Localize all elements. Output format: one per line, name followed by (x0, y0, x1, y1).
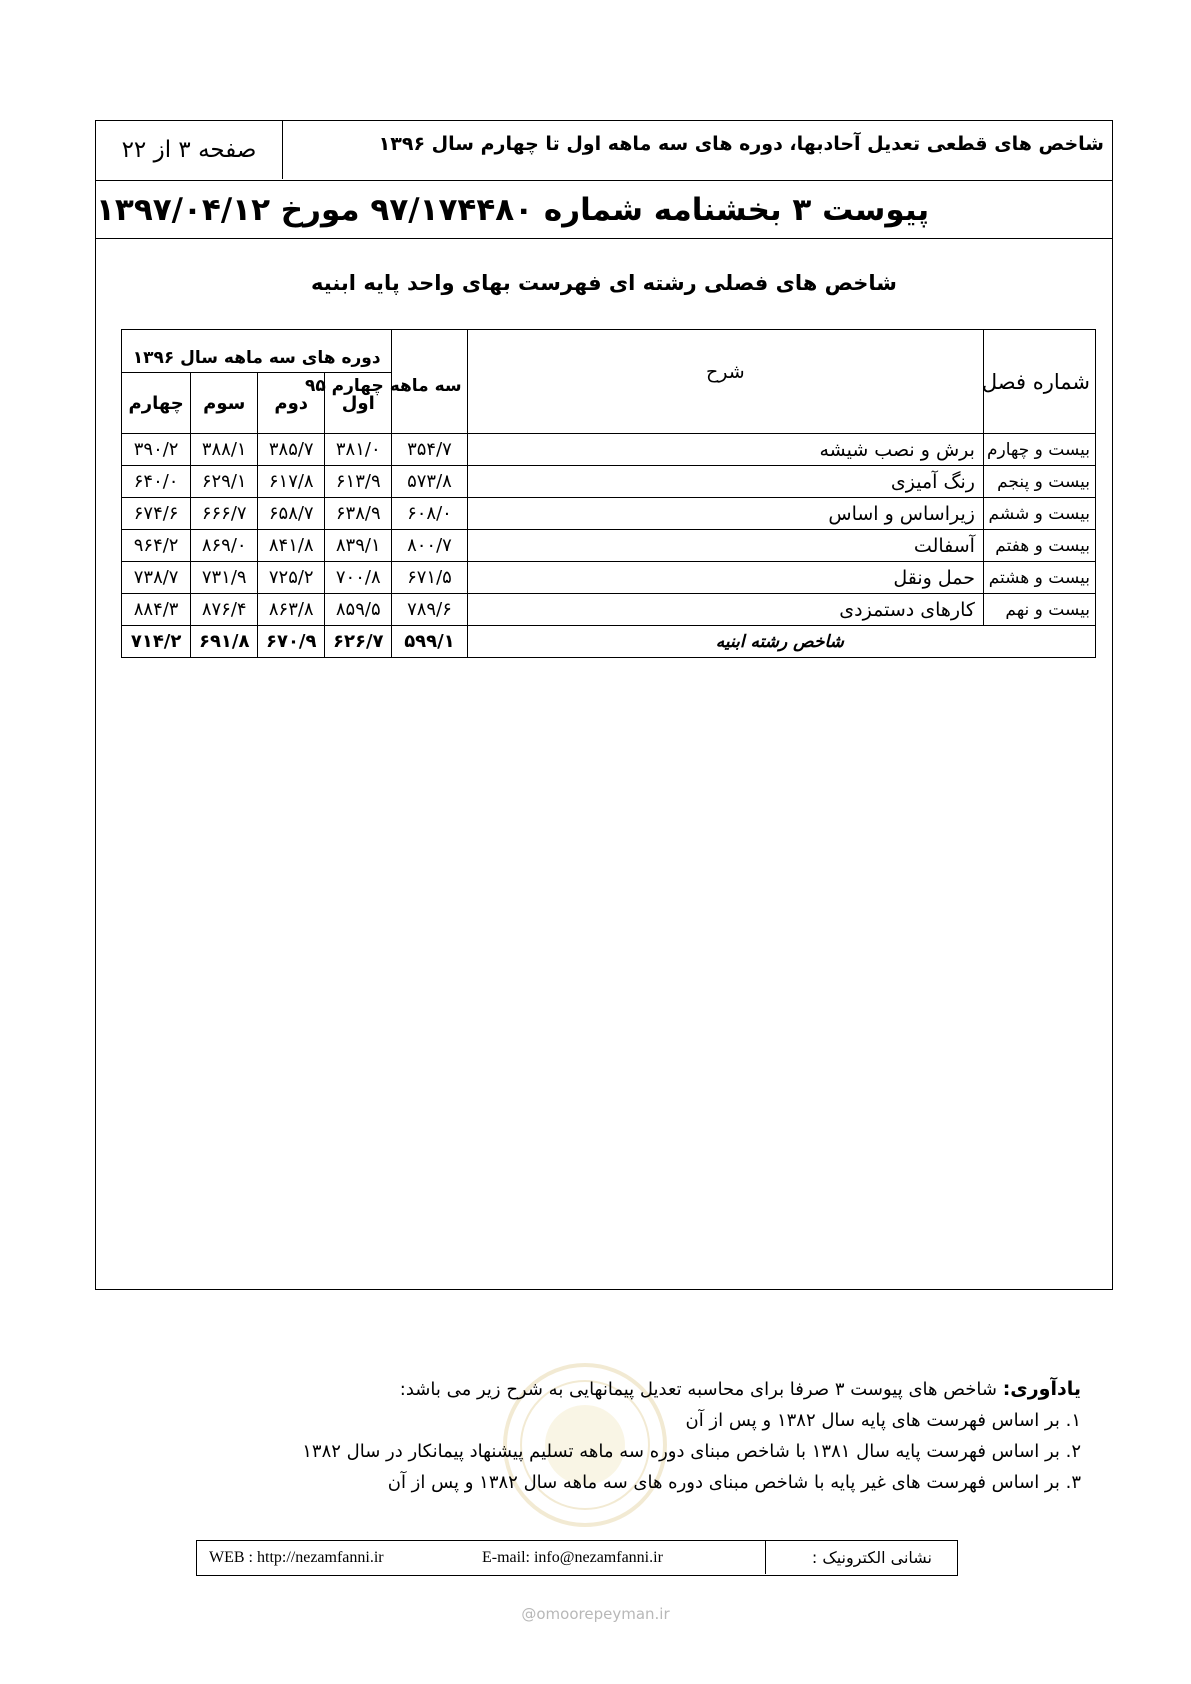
period-value-cell: ۶۶۶/۷ (191, 498, 258, 530)
total-q4-95-cell: ۵۹۹/۱ (392, 626, 467, 658)
header-chapter: شماره فصل (983, 330, 1095, 434)
chapter-cell: بیست و نهم (983, 594, 1095, 626)
table-row (122, 530, 1096, 562)
period-value-cell: ۸۳۹/۱ (325, 530, 392, 562)
header-row (96, 121, 1112, 181)
chapter-cell: بیست و هفتم (983, 530, 1095, 562)
period-value-cell: ۸۷۶/۴ (191, 594, 258, 626)
document-subtitle: پیوست ۳ بخشنامه شماره ۹۷/۱۷۴۴۸۰ مورخ ۱۳۹۷/۰۴/۱۲ (96, 181, 1112, 239)
note-item: ۲. بر اساس فهرست پایه سال ۱۳۸۱ با شاخص مبنای دوره سه ماهه تسلیم پیشنهاد پیمانکار در سال ۱۳۸۲ (302, 1441, 1081, 1462)
q4-95-cell: ۵۷۳/۸ (392, 466, 467, 498)
notes-lead: یادآوری: (1002, 1378, 1081, 1400)
header-description: شرح (467, 330, 983, 434)
chapter-cell: بیست و ششم (983, 498, 1095, 530)
period-value-cell: ۳۸۵/۷ (258, 434, 325, 466)
note-item: ۱. بر اساس فهرست های پایه سال ۱۳۸۲ و پس از آن (685, 1410, 1081, 1431)
q4-95-cell: ۳۵۴/۷ (392, 434, 467, 466)
period-value-cell: ۹۶۴/۲ (122, 530, 191, 562)
period-value-cell: ۷۳۱/۹ (191, 562, 258, 594)
period-value-cell: ۶۴۰/۰ (122, 466, 191, 498)
website-link[interactable]: WEB : http://nezamfanni.ir (209, 1549, 384, 1566)
period-value-cell: ۸۵۹/۵ (325, 594, 392, 626)
document-title: شاخص های قطعی تعدیل آحادبها، دوره های سه ماهه اول تا چهارم سال ۱۳۹۶ (378, 133, 1104, 155)
period-value-cell: ۷۰۰/۸ (325, 562, 392, 594)
description-cell: کارهای دستمزدی (467, 594, 983, 626)
period-value-cell: ۸۶۳/۸ (258, 594, 325, 626)
q4-95-cell: ۶۷۱/۵ (392, 562, 467, 594)
index-table (121, 329, 1096, 658)
description-cell: آسفالت (467, 530, 983, 562)
table-row (122, 498, 1096, 530)
notes-intro (301, 1374, 1081, 1405)
description-cell: زیراساس و اساس (467, 498, 983, 530)
contact-box (196, 1540, 958, 1576)
period-value-cell: ۶۷۴/۶ (122, 498, 191, 530)
header-period-group: دوره های سه ماهه سال ۱۳۹۶ (122, 330, 392, 373)
table-row (122, 594, 1096, 626)
header-period-3: سوم (191, 373, 258, 434)
period-value-cell: ۳۹۰/۲ (122, 434, 191, 466)
total-value-cell: ۶۲۶/۷ (325, 626, 392, 658)
total-value-cell: ۷۱۴/۲ (122, 626, 191, 658)
header-q4-95: سه ماهه چهارم ۹۵ (392, 330, 467, 434)
total-row (122, 626, 1096, 658)
period-value-cell: ۳۸۸/۱ (191, 434, 258, 466)
q4-95-cell: ۶۰۸/۰ (392, 498, 467, 530)
q4-95-cell: ۷۸۹/۶ (392, 594, 467, 626)
period-value-cell: ۸۴۱/۸ (258, 530, 325, 562)
total-description-cell: شاخص رشته ابنیه (467, 626, 1095, 658)
description-cell: رنگ آمیزی (467, 466, 983, 498)
page-number: صفحه ۳ از ۲۲ (96, 121, 283, 179)
total-value-cell: ۶۹۱/۸ (191, 626, 258, 658)
q4-95-cell: ۸۰۰/۷ (392, 530, 467, 562)
section-title: شاخص های فصلی رشته ای فهرست بهای واحد پایه ابنیه (311, 271, 897, 295)
period-value-cell: ۷۲۵/۲ (258, 562, 325, 594)
description-cell: برش و نصب شیشه (467, 434, 983, 466)
table-row (122, 466, 1096, 498)
table-row (122, 562, 1096, 594)
footer-handle: @omoorepeyman.ir (521, 1605, 670, 1623)
notes-block (301, 1374, 1081, 1498)
table-row (122, 434, 1096, 466)
chapter-cell: بیست و چهارم (983, 434, 1095, 466)
contact-label: نشانی الکترونیک : (765, 1541, 957, 1574)
chapter-cell: بیست و هشتم (983, 562, 1095, 594)
email-link[interactable]: E-mail: info@nezamfanni.ir (482, 1549, 663, 1566)
notes-intro-text: شاخص های پیوست ۳ صرفا برای محاسبه تعدیل پیمانهایی به شرح زیر می باشد: (399, 1379, 1003, 1400)
period-value-cell: ۶۱۳/۹ (325, 466, 392, 498)
header-period-4: چهارم (122, 373, 191, 434)
period-value-cell: ۶۵۸/۷ (258, 498, 325, 530)
period-value-cell: ۶۲۹/۱ (191, 466, 258, 498)
header-period-1: اول (325, 373, 392, 434)
period-value-cell: ۳۸۱/۰ (325, 434, 392, 466)
header-period-2: دوم (258, 373, 325, 434)
total-value-cell: ۶۷۰/۹ (258, 626, 325, 658)
chapter-cell: بیست و پنجم (983, 466, 1095, 498)
period-value-cell: ۶۱۷/۸ (258, 466, 325, 498)
page-frame (95, 120, 1113, 1290)
period-value-cell: ۷۳۸/۷ (122, 562, 191, 594)
period-value-cell: ۶۳۸/۹ (325, 498, 392, 530)
period-value-cell: ۸۶۹/۰ (191, 530, 258, 562)
description-cell: حمل ونقل (467, 562, 983, 594)
period-value-cell: ۸۸۴/۳ (122, 594, 191, 626)
note-item: ۳. بر اساس فهرست های غیر پایه با شاخص مبنای دوره های سه ماهه سال ۱۳۸۲ و پس از آن (387, 1472, 1081, 1493)
